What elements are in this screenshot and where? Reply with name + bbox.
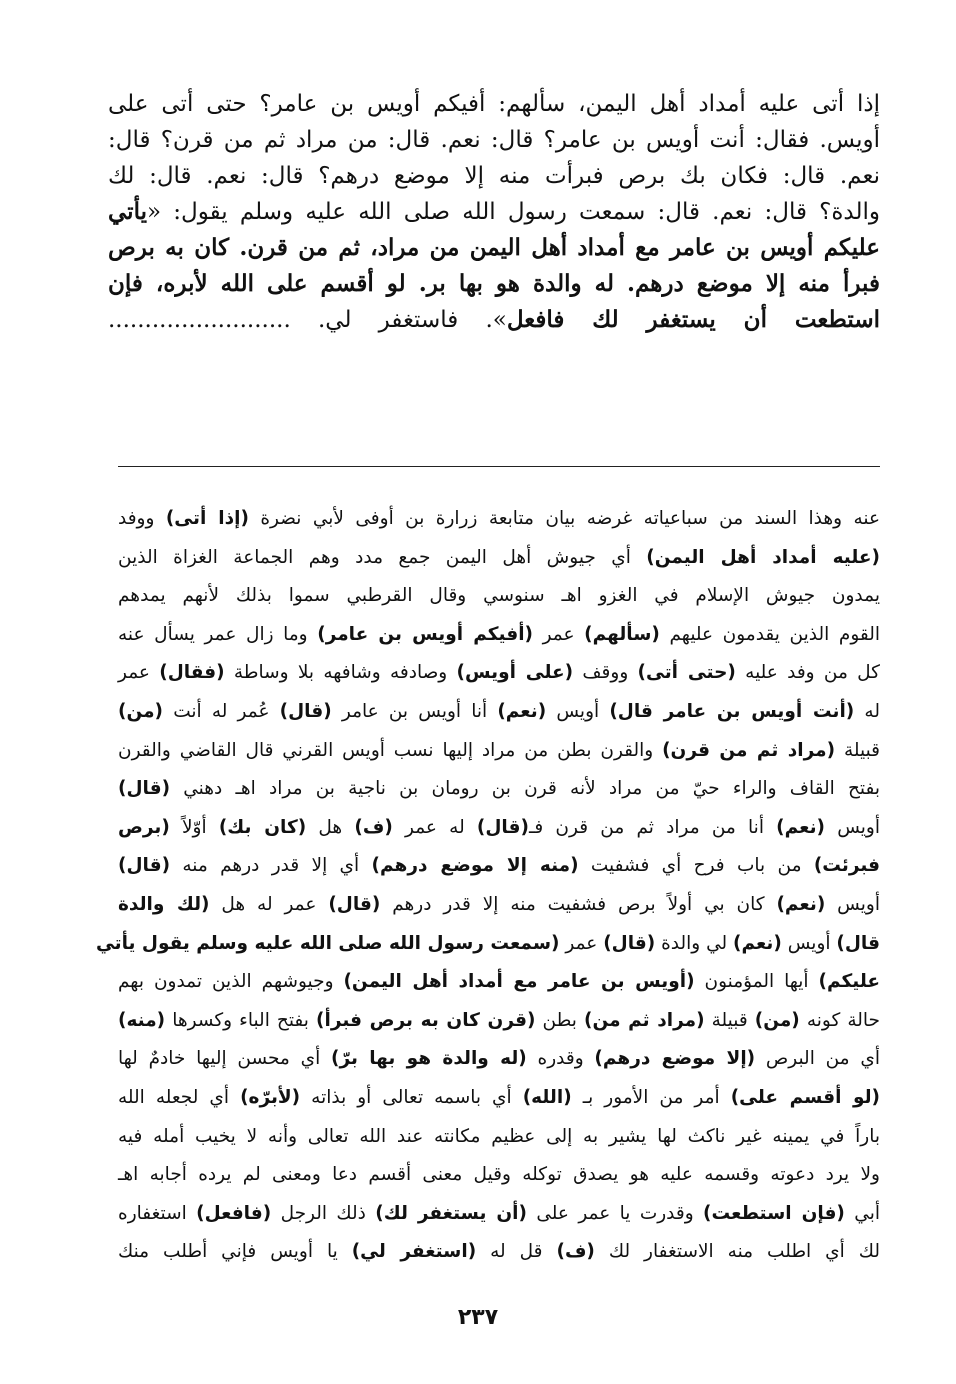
commentary-line: ولا يرد دعوته وقسمه عليه هو يصدق توكله وقيل معنى أقسم دعا ومعنى لم يرده أجابه اهـ bbox=[118, 1164, 880, 1186]
commentary-line: فبرئت) من باب فرح أي فشفيت (منه إلا موضع درهم) أي إلا قدر درهم منه (قال) bbox=[118, 855, 881, 877]
commentary-line: يمدون جيوش الإسلام في الغزو اهـ سنوسي وقال القرطبي سموا بذلك لأنهم يمدهم bbox=[118, 585, 880, 607]
commentary-text bbox=[95, 500, 881, 1272]
hadith-segment: والدة؟ قال: نعم. قال: سمعت رسول الله صلى الله عليه وسلم يقول: « bbox=[146, 199, 880, 225]
commentary-line: عليكم) أيها المؤمنون (أويس بن عامر مع أمداد أهل اليمن) وجيوشهم الذين تمدون بهم bbox=[118, 971, 881, 993]
hadith-line bbox=[108, 194, 880, 230]
hadith-text bbox=[108, 86, 880, 338]
commentary-line: بفتح القاف والراء حيّ من مراد لأنه قرن بن رومان بن ناجية بن مراد اهـ دهني (قال) bbox=[118, 778, 880, 800]
commentary-line: أويس (نعم) كان بي أولاً برص فشفيت منه إلا قدر درهم (قال) عمر له هل (لك والدة bbox=[118, 893, 880, 915]
page-number: ٢٣٧ bbox=[457, 1305, 499, 1330]
hadith-line bbox=[108, 86, 880, 122]
hadith-segment: يأتي bbox=[108, 198, 147, 225]
hadith-segment: إذا أتى عليه أمداد أهل اليمن، سألهم: أفيكم أويس بن عامر؟ حتى أتى على bbox=[108, 91, 880, 117]
hadith-segment: عليكم أويس بن عامر مع أمداد أهل اليمن من مراد، ثم من قرن. كان به برص bbox=[108, 234, 880, 261]
hadith-segment: ». فاستغفر لي. ......................... bbox=[108, 307, 507, 333]
commentary-line: أبي (فإن استطعت) وقدرت يا عمر على (أن يستغفر لك) ذلك الرجل (فافعل) استغفاره bbox=[118, 1202, 880, 1224]
hadith-line bbox=[108, 302, 880, 338]
hadith-segment: أويس. فقال: أنت أويس بن عامر؟ قال: نعم. قال: من مراد ثم من قرن؟ قال: bbox=[108, 127, 880, 153]
hadith-line bbox=[108, 266, 880, 302]
commentary-line: عنه وهذا السند من سباعياته غرضه بيان متابعة زرارة بن أوفى لأبي نضرة (إذا أتى) ووفد bbox=[118, 508, 880, 529]
commentary-line: كل من وفد عليه (حتى أتى) ووقف (على أويس) وصادفه وشافهه بلا وساطة (فقال) عمر bbox=[118, 662, 880, 684]
hadith-segment: استطعت أن يستغفر لك فافعل bbox=[506, 306, 880, 333]
commentary-line: حالة كونه (من) قبيلة (مراد ثم من) بطن (قرن كان به برص فبرأ) بفتح الباء وكسرها (منه) bbox=[118, 1009, 880, 1031]
hadith-line bbox=[108, 158, 880, 194]
hadith-line bbox=[108, 122, 880, 158]
commentary-line: (لو أقسم على) أمر من الأمور بـ (الله) أي باسمه تعالى أو بذاته (لأبرّه) أي لجعله الله bbox=[118, 1086, 880, 1108]
hadith-segment: فبرأ منه إلا موضع درهم. له والدة هو بها بر. لو أقسم على الله لأبره، فإن bbox=[108, 270, 880, 297]
commentary-line: أويس (نعم) أنا من مراد ثم من قرن فـ(قال) له عمر (ف) هل (كان بك) أوّلاً (برص bbox=[118, 816, 880, 838]
commentary-line: القوم الذين يقدمون عليهم (سألهم) عمر (أفيكم أويس بن عامر) وما زال عمر يسأل عنه bbox=[118, 623, 881, 645]
commentary-line: له (أنت أويس بن عامر قال) أويس (نعم) أنا أويس بن عامر (قال) عُمر له أنت (من) bbox=[118, 700, 880, 722]
commentary-line: لك أي اطلب منه الاستغفار لك (ف) قل له (استغفر لي) يا أويس فإني أطلب منك bbox=[118, 1241, 880, 1263]
commentary-line: (عليه أمداد أهل اليمن) أي جيوش أهل اليمن جمع مدد وهم الجماعة الغزاة الذين bbox=[118, 546, 880, 568]
commentary-line: قال) أويس (نعم) لي والدة (قال) عمر (سمعت رسول الله صلى الله عليه وسلم يقول يأتي bbox=[95, 932, 880, 954]
hadith-line bbox=[108, 230, 880, 266]
footnote-divider bbox=[118, 466, 880, 467]
commentary-line: قبيلة (مراد ثم من قرن) والقرن بطن من مراد إليها نسب أويس القرني قال القاضي والقرن bbox=[118, 739, 881, 761]
commentary-line: أي من البرص (إلا موضع درهم) وقدره (له والدة هو بها برّ) أي محسن إليها خادمٌ لها bbox=[118, 1048, 880, 1070]
commentary-line: باراً في يمينه غير ناكث لها يشير به إلى عظيم مكانته عند الله تعالى وأنه لا يخيب أمله فيه bbox=[118, 1125, 880, 1147]
hadith-segment: نعم. قال: فكان بك برص فبرأت منه إلا موضع درهم؟ قال: نعم. قال: لك bbox=[108, 163, 880, 189]
